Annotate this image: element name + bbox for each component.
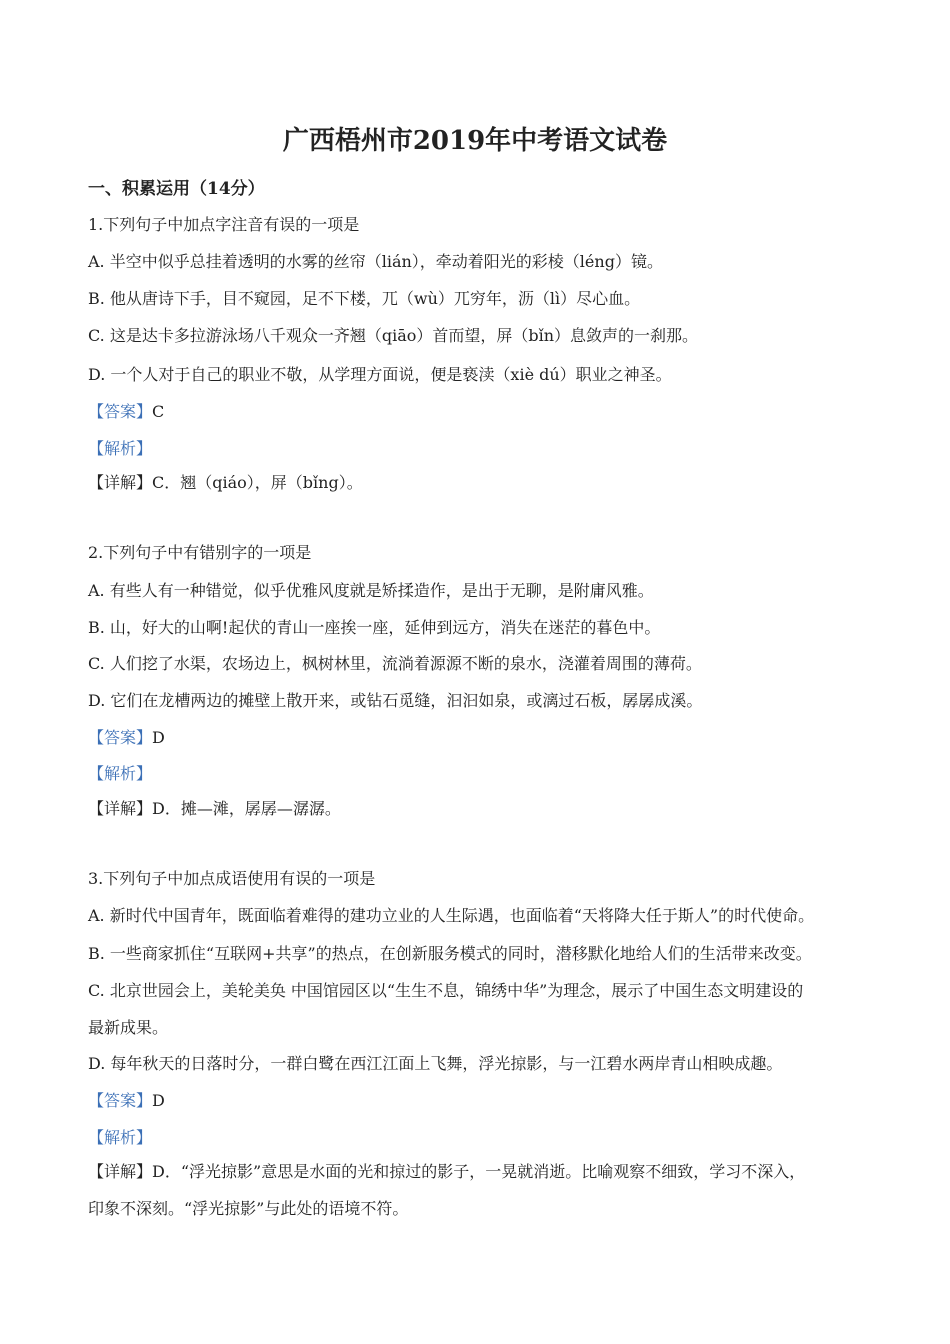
q2-detail	[88, 798, 341, 820]
answer-value: D	[152, 1091, 165, 1110]
q3-detail	[88, 1161, 805, 1183]
q2-option-c: C. 人们挖了水渠，农场边上，枫树林里，流淌着源源不断的泉水，浇灌着周围的薄荷。	[88, 654, 702, 673]
answer-value: C	[152, 402, 165, 421]
q3-detail-cont: 印象不深刻。“浮光掠影”与此处的语境不符。	[88, 1199, 409, 1218]
q1-detail	[88, 472, 363, 494]
q2-stem: 2.下列句子中有错别字的一项是	[88, 543, 312, 562]
answer-tag: 【答案】	[88, 1091, 153, 1110]
q3-option-c-cont: 最新成果。	[88, 1018, 169, 1037]
q2-analysis	[88, 763, 152, 785]
q1-option-d: D. 一个人对于自己的职业不敬，从学理方面说，便是亵渎（xiè dú）职业之神圣。	[88, 365, 672, 384]
q3-option-d: D. 每年秋天的日落时分，一群白鹭在西江江面上飞舞，浮光掠影，与一江碧水两岸青山相映成趣。	[88, 1054, 783, 1073]
q3-analysis	[88, 1127, 152, 1149]
answer-value: D	[152, 728, 165, 747]
q3-answer	[88, 1090, 165, 1112]
q2-option-b: B. 山，好大的山啊!起伏的青山一座挨一座，延伸到远方，消失在迷茫的暮色中。	[88, 618, 661, 637]
analysis-tag: 【解析】	[88, 764, 153, 783]
q1-option-b: B. 他从唐诗下手，目不窥园，足不下楼，兀（wù）兀穷年，沥（lì）尽心血。	[88, 289, 641, 308]
analysis-tag: 【解析】	[88, 439, 153, 458]
detail-tag: 【详解】	[88, 799, 153, 818]
q1-analysis	[88, 438, 152, 460]
detail-tag: 【详解】	[88, 473, 153, 492]
detail-tag: 【详解】	[88, 1162, 153, 1181]
q3-option-a: A. 新时代中国青年，既面临着难得的建功立业的人生际遇，也面临着“天将降大任于斯人”的时代使命。	[88, 906, 815, 925]
section-heading: 一、积累运用（14分）	[88, 179, 265, 199]
answer-tag: 【答案】	[88, 728, 153, 747]
q2-option-a: A. 有些人有一种错觉，似乎优雅风度就是矫揉造作，是出于无聊，是附庸风雅。	[88, 581, 654, 600]
q1-option-a: A. 半空中似乎总挂着透明的水雾的丝帘（lián），牵动着阳光的彩棱（léng）镜。	[88, 252, 663, 271]
q2-option-d: D. 它们在龙槽两边的摊壁上散开来，或钻石觅缝，汩汩如泉，或漓过石板，孱孱成溪。	[88, 691, 703, 710]
q3-option-c: C. 北京世园会上，美轮美奂 中国馆园区以“生生不息，锦绣中华”为理念，展示了中国生态文明建设的	[88, 981, 804, 1000]
q1-answer	[88, 401, 164, 423]
document-title: 广西梧州市2019年中考语文试卷	[282, 126, 668, 156]
detail-text: C．翘（qiáo），屏（bǐng）。	[152, 473, 363, 492]
q1-option-c: C. 这是达卡多拉游泳场八千观众一齐翘（qiāo）首而望，屏（bǐn）息敛声的一刹那。	[88, 326, 699, 345]
analysis-tag: 【解析】	[88, 1128, 153, 1147]
q3-stem: 3.下列句子中加点成语使用有误的一项是	[88, 869, 376, 888]
q1-stem: 1.下列句子中加点字注音有误的一项是	[88, 215, 360, 234]
detail-text: D．摊—滩，孱孱—潺潺。	[152, 799, 341, 818]
answer-tag: 【答案】	[88, 402, 153, 421]
detail-text: D．“浮光掠影”意思是水面的光和掠过的影子，一晃就消逝。比喻观察不细致，学习不深入，	[152, 1162, 806, 1181]
q2-answer	[88, 727, 165, 749]
q3-option-b: B. 一些商家抓住“互联网+共享”的热点，在创新服务模式的同时，潜移默化地给人们的生活带来改变。	[88, 944, 812, 963]
